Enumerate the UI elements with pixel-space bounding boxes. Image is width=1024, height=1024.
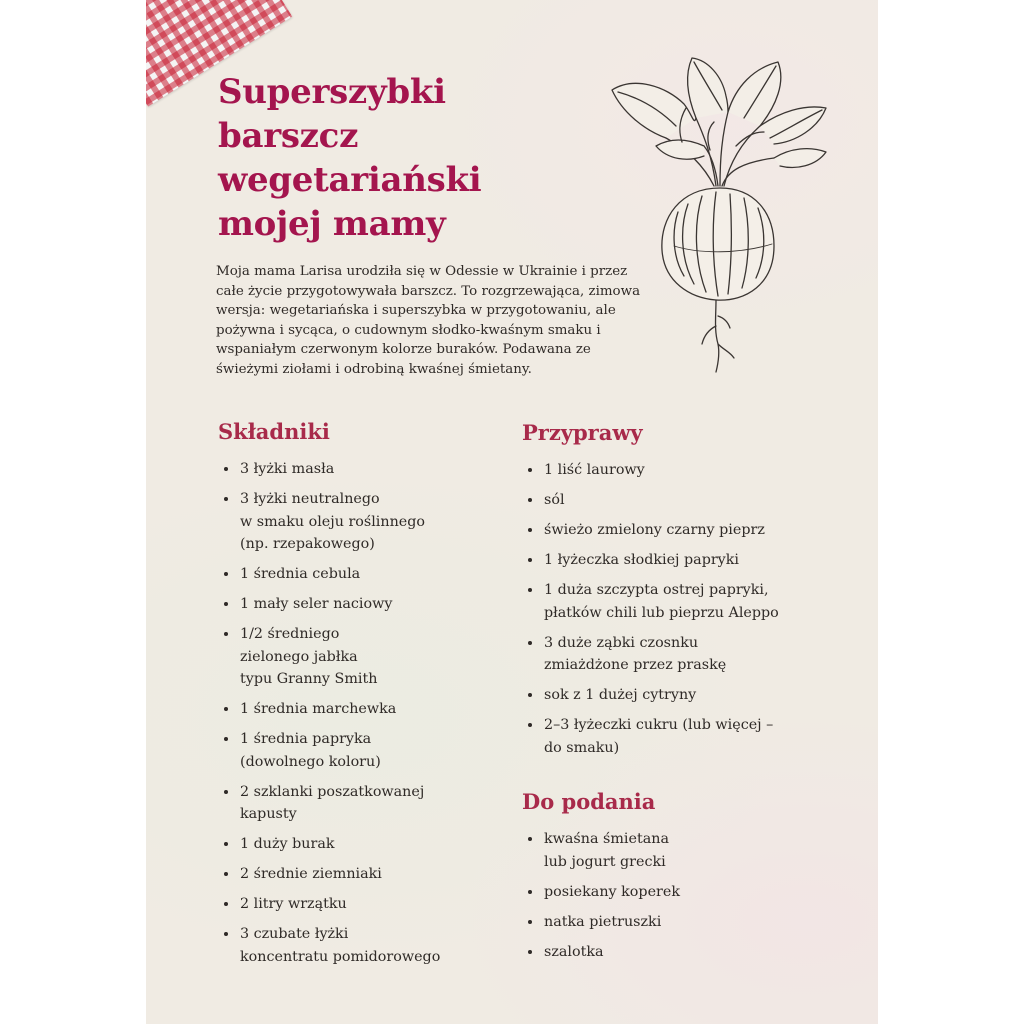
list-item xyxy=(524,579,824,624)
bullet-icon xyxy=(528,528,532,532)
bullet-icon xyxy=(224,707,228,711)
list-item-text: 1 średnia cebula xyxy=(240,566,361,582)
list-item xyxy=(524,489,824,512)
bullet-icon xyxy=(224,842,228,846)
recipe-title: Superszybki barszcz wegetariański mojej mamy xyxy=(218,72,482,244)
bullet-icon xyxy=(528,468,532,472)
bullet-icon xyxy=(224,572,228,576)
list-item-text: 1 duża szczypta ostrej papryki, płatków chili lub pieprzu Aleppo xyxy=(544,582,779,621)
list-item-text: posiekany koperek xyxy=(544,883,680,900)
list-item-text: 2–3 łyżeczki cukru (lub więcej – do smaku) xyxy=(544,717,774,756)
list-item-text: 1 łyżeczka słodkiej papryki xyxy=(544,552,739,568)
list-item-text: 3 łyżki masła xyxy=(240,461,335,477)
list-item xyxy=(524,714,824,759)
section-title-przyprawy: Przyprawy xyxy=(522,420,643,445)
list-item xyxy=(524,632,824,677)
list-item-text: 3 czubate łyżki koncentratu pomidorowego xyxy=(240,926,441,965)
ingredients-list xyxy=(220,458,510,976)
bullet-icon xyxy=(528,588,532,592)
bullet-icon xyxy=(528,920,532,924)
section-title-skladniki: Składniki xyxy=(218,419,330,444)
list-item xyxy=(220,833,510,856)
list-item-text: 2 szklanki poszatkowanej kapusty xyxy=(240,783,425,822)
bullet-icon xyxy=(224,602,228,606)
beetroot-icon xyxy=(604,46,836,374)
list-item-text: 1 średnia marchewka xyxy=(240,701,397,717)
bullet-icon xyxy=(224,497,228,501)
list-item xyxy=(524,684,824,707)
list-item xyxy=(220,863,510,886)
list-item-text: 1 mały seler naciowy xyxy=(240,596,393,612)
list-item-text: sok z 1 dużej cytryny xyxy=(544,687,697,703)
list-item xyxy=(524,519,824,542)
list-item-text: szalotka xyxy=(544,943,604,960)
bullet-icon xyxy=(224,467,228,471)
list-item xyxy=(220,728,510,773)
list-item xyxy=(524,828,824,873)
list-item xyxy=(524,911,824,934)
list-item xyxy=(524,881,824,904)
list-item xyxy=(220,488,510,556)
list-item-text: natka pietruszki xyxy=(544,913,662,930)
bullet-icon xyxy=(528,641,532,645)
list-item-text: 1/2 średniego zielonego jabłka typu Granny Smith xyxy=(240,626,378,687)
bullet-icon xyxy=(528,558,532,562)
bullet-icon xyxy=(528,693,532,697)
list-item xyxy=(524,549,824,572)
bullet-icon xyxy=(224,902,228,906)
list-item xyxy=(220,623,510,691)
bullet-icon xyxy=(224,872,228,876)
list-item-text: świeżo zmielony czarny pieprz xyxy=(544,522,765,538)
bullet-icon xyxy=(528,837,532,841)
bullet-icon xyxy=(224,632,228,636)
list-item xyxy=(220,458,510,481)
bullet-icon xyxy=(528,723,532,727)
list-item xyxy=(220,923,510,968)
list-item xyxy=(524,459,824,482)
spices-list xyxy=(524,459,824,767)
bullet-icon xyxy=(528,890,532,894)
list-item-text: 1 duży burak xyxy=(240,836,335,852)
bullet-icon xyxy=(224,932,228,936)
list-item-text: 2 średnie ziemniaki xyxy=(240,866,382,882)
bullet-icon xyxy=(224,790,228,794)
list-item-text: 1 liść laurowy xyxy=(544,462,645,478)
recipe-page xyxy=(146,0,878,1024)
list-item-text: sól xyxy=(544,492,565,508)
list-item-text: 3 łyżki neutralnego w smaku oleju roślinnego (np. rzepakowego) xyxy=(240,491,426,552)
recipe-intro: Moja mama Larisa urodziła się w Odessie w Ukrainie i przez całe życie przygotowywała barszcz. To rozgrzewająca, zimowa wersja: wegetariańska i superszybka w przygotowaniu, ale pożywna i sycąca, o cudownym słodko-kwaśnym smaku i wspaniałym czerwonym kolorze buraków. Podawana ze świeżymi ziołami i odrobiną kwaśnej śmietany. xyxy=(216,264,641,377)
bullet-icon xyxy=(528,950,532,954)
list-item-text: kwaśna śmietana lub jogurt grecki xyxy=(544,831,669,870)
bullet-icon xyxy=(224,737,228,741)
list-item xyxy=(220,593,510,616)
list-item xyxy=(220,698,510,721)
list-item xyxy=(524,941,824,964)
bullet-icon xyxy=(528,498,532,502)
list-item xyxy=(220,563,510,586)
serving-list xyxy=(524,828,824,971)
list-item-text: 2 litry wrzątku xyxy=(240,896,347,912)
section-title-do-podania: Do podania xyxy=(522,789,656,814)
list-item xyxy=(220,893,510,916)
list-item xyxy=(220,781,510,826)
list-item-text: 1 średnia papryka (dowolnego koloru) xyxy=(240,731,381,770)
list-item-text: 3 duże ząbki czosnku zmiażdżone przez praskę xyxy=(544,634,727,673)
